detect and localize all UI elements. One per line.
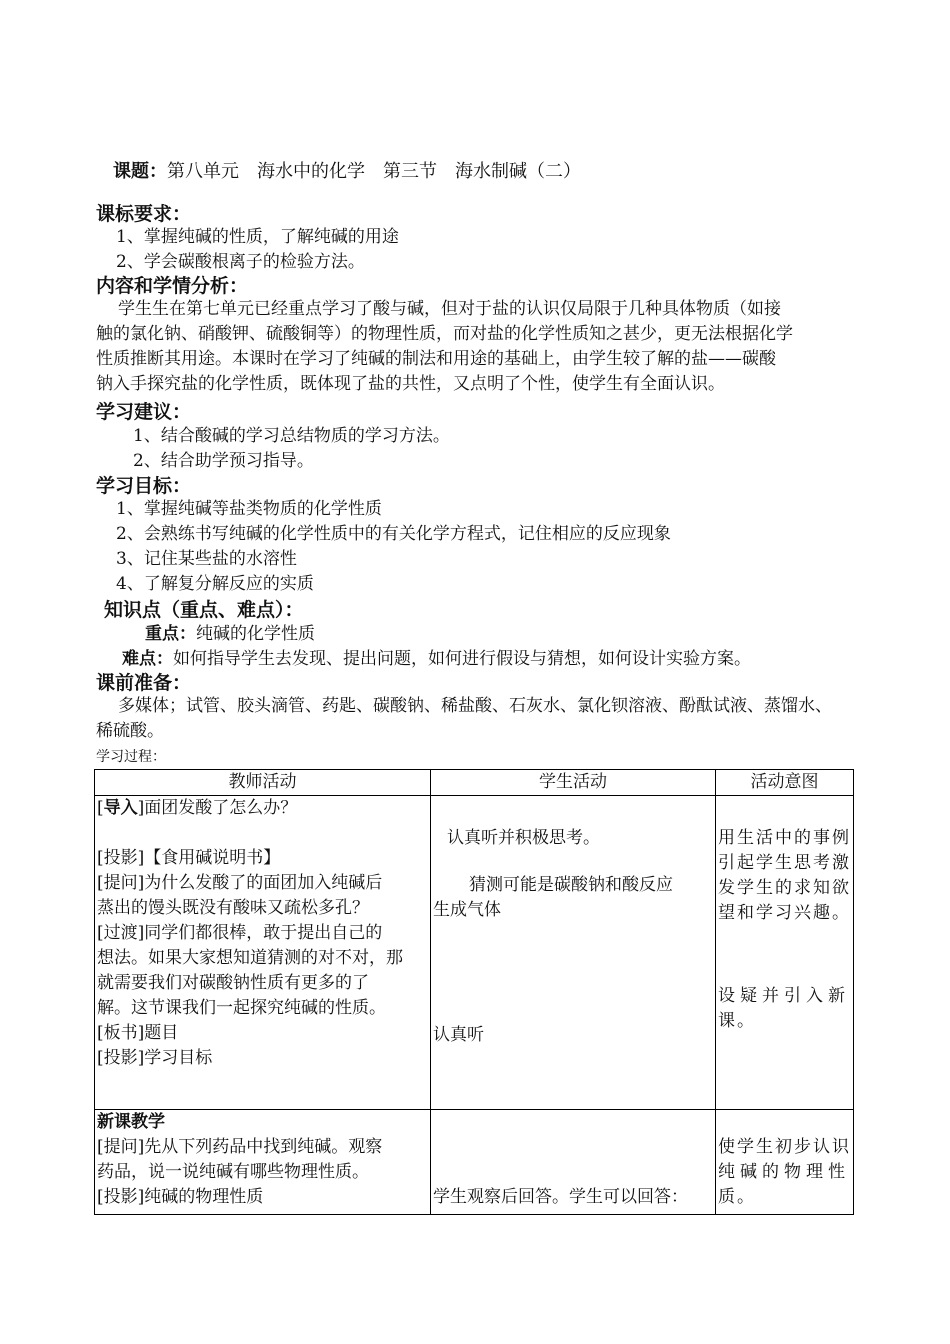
table-header-row xyxy=(95,770,854,796)
student-line: 猜测可能是碳酸钠和酸反应 xyxy=(469,875,673,895)
goals-heading: 学习目标： xyxy=(96,475,192,497)
key-point-label: 重点： xyxy=(145,624,196,644)
student-cell xyxy=(431,1110,716,1215)
standards-item: 2、学会碳酸根离子的检验方法。 xyxy=(116,252,365,272)
teacher-line: [提问]为什么发酸了的面团加入纯碱后 xyxy=(97,873,383,893)
student-line: 认真听并积极思考。 xyxy=(447,828,600,848)
difficult-point-label: 难点： xyxy=(122,649,173,669)
title-label: 课题： xyxy=(113,161,167,182)
goals-item: 4、了解复分解反应的实质 xyxy=(116,574,314,594)
difficult-point xyxy=(122,648,751,670)
student-line: 认真听 xyxy=(433,1025,484,1045)
bracket: [ xyxy=(97,798,104,818)
teacher-line: 想法。如果大家想知道猜测的对不对，那 xyxy=(97,948,403,968)
teacher-line: [板书]题目 xyxy=(97,1023,179,1043)
intent-line: 望和学习兴趣。 xyxy=(718,903,851,923)
goals-item: 3、记住某些盐的水溶性 xyxy=(116,549,297,569)
new-lesson-heading: 新课教学 xyxy=(97,1112,165,1132)
prep-heading: 课前准备： xyxy=(96,672,192,694)
teacher-line: [提问]先从下列药品中找到纯碱。观察 xyxy=(97,1137,383,1157)
intent-line: 使学生初步认识 xyxy=(718,1137,851,1157)
table-row xyxy=(95,796,854,1110)
header-teacher: 教师活动 xyxy=(95,770,431,796)
analysis-paragraph xyxy=(96,297,856,397)
intent-line: 引起学生思考激 xyxy=(718,853,851,873)
teacher-line: 药品，说一说纯碱有哪些物理性质。 xyxy=(97,1162,369,1182)
header-intent: 活动意图 xyxy=(716,770,854,796)
teacher-line: [过渡]同学们都很棒，敢于提出自己的 xyxy=(97,923,383,943)
lesson-title xyxy=(113,161,581,183)
intro-line xyxy=(97,796,428,821)
intro-text: 面团发酸了怎么办？ xyxy=(144,798,298,818)
bracket: ] xyxy=(137,798,145,818)
intent-cell xyxy=(716,796,854,1110)
process-label: 学习过程： xyxy=(96,749,166,765)
teacher-cell xyxy=(95,1110,431,1215)
header-student: 学生活动 xyxy=(431,770,716,796)
intent-line: 发学生的求知欲 xyxy=(718,878,851,898)
teacher-line: 蒸出的馒头既没有酸味又疏松多孔？ xyxy=(97,898,369,918)
teacher-line: [投影]【食用碱说明书】 xyxy=(97,848,281,868)
prep-line: 稀硫酸。 xyxy=(96,721,164,741)
student-cell xyxy=(431,796,716,1110)
teacher-line: 就需要我们对碳酸钠性质有更多的了 xyxy=(97,973,369,993)
intent-line: 用生活中的事例 xyxy=(718,828,851,848)
goals-item: 2、会熟练书写纯碱的化学性质中的有关化学方程式，记住相应的反应现象 xyxy=(116,524,671,544)
student-line: 学生观察后回答。学生可以回答： xyxy=(433,1187,688,1207)
knowledge-heading: 知识点（重点、难点）： xyxy=(104,599,304,621)
teacher-line: [投影]纯碱的物理性质 xyxy=(97,1187,264,1207)
intro-tag: 导入 xyxy=(103,798,138,818)
prep-line: 多媒体；试管、胶头滴管、药匙、碳酸钠、稀盐酸、石灰水、氯化钡溶液、酚酞试液、蒸馏水、 xyxy=(118,696,832,716)
analysis-line: 钠入手探究盐的化学性质，既体现了盐的共性，又点明了个性，使学生有全面认识。 xyxy=(96,374,725,394)
difficult-point-text: 如何指导学生去发现、提出问题，如何进行假设与猜想，如何设计实验方案。 xyxy=(173,649,751,669)
table-row xyxy=(95,1110,854,1215)
goals-item: 1、掌握纯碱等盐类物质的化学性质 xyxy=(116,499,382,519)
title-text: 第八单元 海水中的化学 第三节 海水制碱（二） xyxy=(167,161,581,182)
key-point-text: 纯碱的化学性质 xyxy=(196,624,315,644)
intent-line: 纯碱的物理性 xyxy=(718,1162,850,1182)
student-line: 生成气体 xyxy=(433,900,501,920)
key-point xyxy=(145,623,315,645)
analysis-line: 性质推断其用途。本课时在学习了纯碱的制法和用途的基础上，由学生较了解的盐——碳酸 xyxy=(96,349,776,369)
advice-heading: 学习建议： xyxy=(96,401,192,423)
analysis-line: 触的氯化钠、硝酸钾、硫酸铜等）的物理性质，而对盐的化学性质知之甚少，更无法根据化学 xyxy=(96,324,793,344)
analysis-line: 学生生在第七单元已经重点学习了酸与碱，但对于盐的认识仅局限于几种具体物质（如接 xyxy=(118,299,781,319)
standards-heading: 课标要求： xyxy=(96,203,192,225)
intent-cell xyxy=(716,1110,854,1215)
standards-item: 1、掌握纯碱的性质，了解纯碱的用途 xyxy=(116,227,399,247)
teacher-line: 解。这节课我们一起探究纯碱的性质。 xyxy=(97,998,386,1018)
advice-item: 1、结合酸碱的学习总结物质的学习方法。 xyxy=(133,426,450,446)
analysis-heading: 内容和学情分析： xyxy=(96,275,249,297)
intent-line: 质。 xyxy=(718,1187,756,1207)
advice-item: 2、结合助学预习指导。 xyxy=(133,451,314,471)
intent-line: 设疑并引入新 xyxy=(718,986,850,1006)
lesson-process-table xyxy=(94,769,854,1215)
intent-line: 课。 xyxy=(718,1011,756,1031)
teacher-cell xyxy=(95,796,431,1110)
prep-paragraph xyxy=(96,694,856,744)
teacher-line: [投影]学习目标 xyxy=(97,1048,213,1068)
